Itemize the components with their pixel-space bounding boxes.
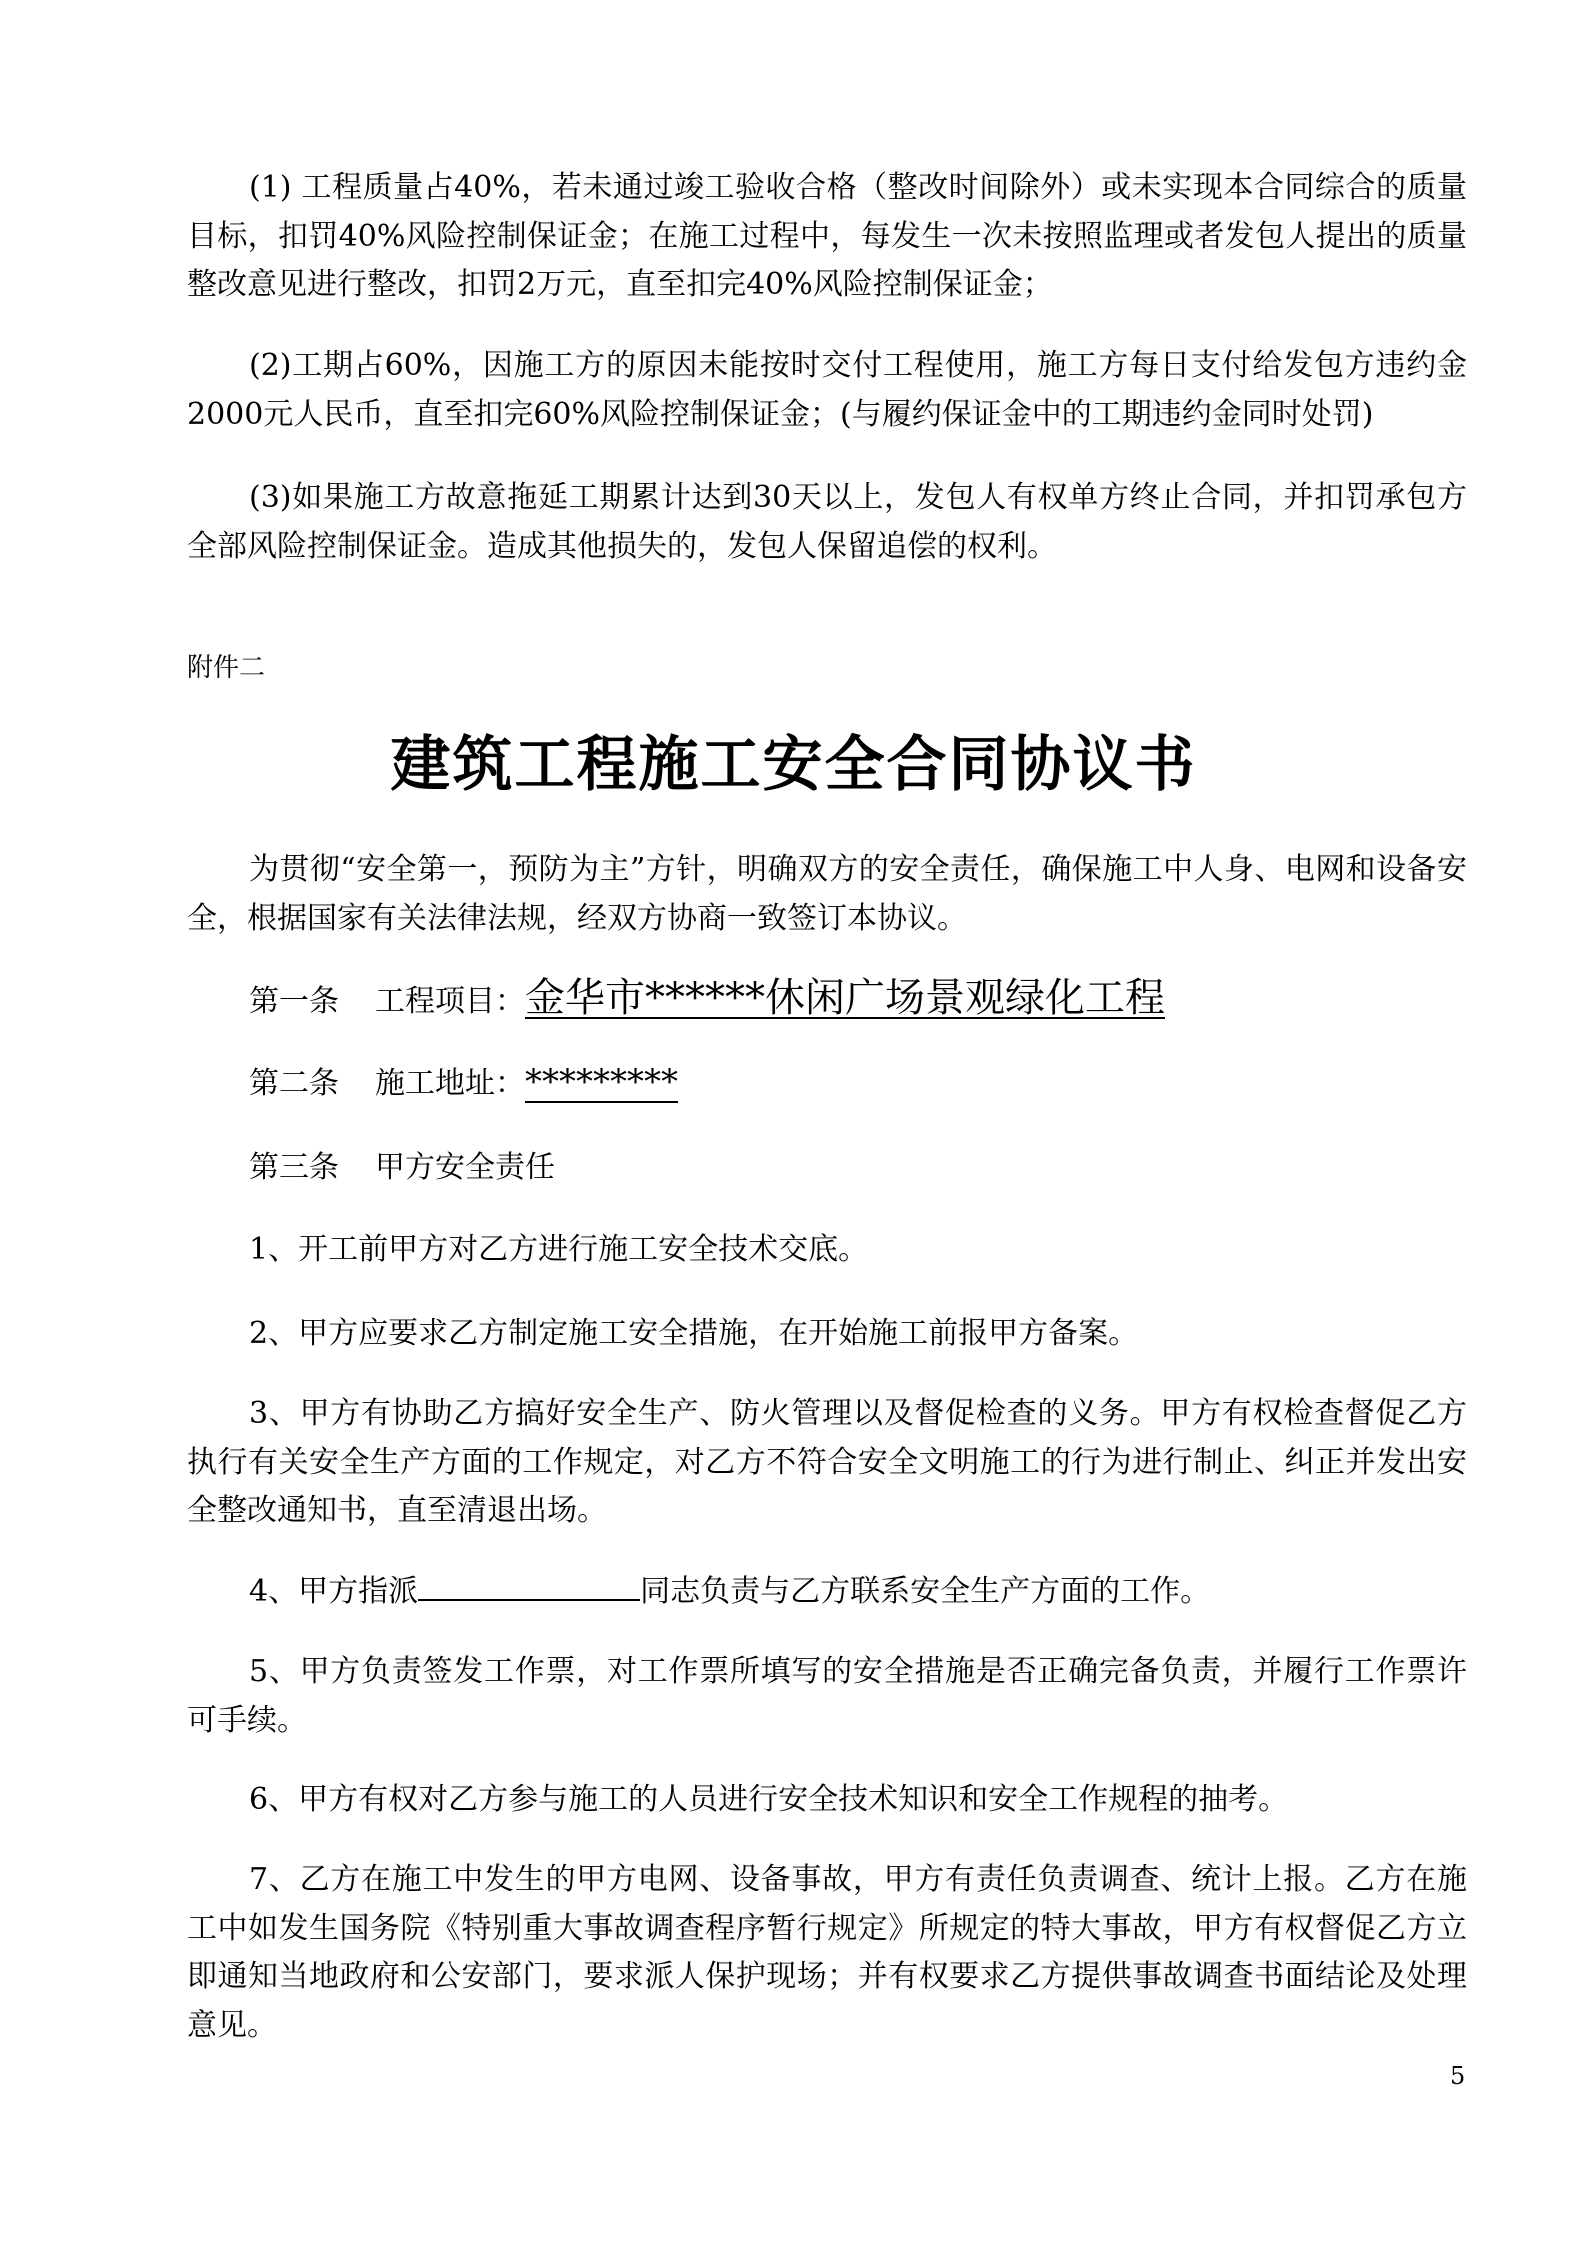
clause-6: 6、甲方有权对乙方参与施工的人员进行安全技术知识和安全工作规程的抽考。: [249, 1782, 1289, 1817]
article-1-label: 第一条: [249, 984, 339, 1019]
article-3-label: 第三条: [249, 1150, 339, 1185]
assignee-blank: [418, 1569, 640, 1601]
page-number: 5: [1450, 2062, 1466, 2090]
clause-7: 7、乙方在施工中发生的甲方电网、设备事故，甲方有责任负责调查、统计上报。乙方在施工中如发生国务院《特别重大事故调查程序暂行规定》所规定的特大事故，甲方有权督促乙方立即通知当地政府和公安部门，要求派人保护现场；并有权要求乙方提供事故调查书面结论及处理意见。: [187, 1862, 1467, 2043]
address-value: *********: [525, 1062, 678, 1102]
clause-2: 2、甲方应要求乙方制定施工安全措施，在开始施工前报甲方备案。: [249, 1316, 1139, 1351]
penalty-item-delay: (3)如果施工方故意拖延工期累计达到30天以上，发包人有权单方终止合同，并扣罚承包方全部风险控制保证金。造成其他损失的，发包人保留追偿的权利。: [187, 480, 1467, 564]
clause-4: [187, 1568, 1467, 1617]
clause-3: 3、甲方有协助乙方搞好安全生产、防火管理以及督促检查的义务。甲方有权检查督促乙方执行有关安全生产方面的工作规定，对乙方不符合安全文明施工的行为进行制止、纠正并发出安全整改通知书，直至清退出场。: [187, 1396, 1467, 1528]
article-1-field: 工程项目：: [375, 984, 525, 1019]
article-2-field: 施工地址：: [375, 1066, 525, 1101]
document-title: 建筑工程施工安全合同协议书: [390, 730, 1197, 800]
clause-4-before: 4、甲方指派: [249, 1574, 419, 1609]
article-2-label: 第二条: [249, 1066, 339, 1101]
article-1-project: [249, 974, 1165, 1026]
penalty-item-schedule: (2)工期占60%，因施工方的原因未能按时交付工程使用，施工方每日支付给发包方违约金2000元人民币，直至扣完60%风险控制保证金；(与履约保证金中的工期违约金同时处罚): [187, 348, 1467, 432]
attachment-label: 附件二: [187, 653, 266, 683]
clause-1: 1、开工前甲方对乙方进行施工安全技术交底。: [249, 1232, 869, 1267]
penalty-item-quality: (1) 工程质量占40%，若未通过竣工验收合格（整改时间除外）或未实现本合同综合的质量目标，扣罚40%风险控制保证金；在施工过程中，每发生一次未按照监理或者发包人提出的质量整改意见进行整改，扣罚2万元，直至扣完40%风险控制保证金；: [187, 170, 1467, 302]
intro-paragraph: 为贯彻“安全第一，预防为主”方针，明确双方的安全责任，确保施工中人身、电网和设备安全，根据国家有关法律法规，经双方协商一致签订本协议。: [187, 852, 1467, 936]
article-3-heading: [249, 1144, 555, 1192]
clause-4-after: 同志负责与乙方联系安全生产方面的工作。: [640, 1574, 1211, 1609]
project-name-value: 金华市******休闲广场景观绿化工程: [525, 975, 1165, 1021]
article-2-address: [249, 1058, 678, 1108]
article-3-field: 甲方安全责任: [375, 1150, 555, 1185]
clause-5: 5、甲方负责签发工作票，对工作票所填写的安全措施是否正确完备负责，并履行工作票许可手续。: [187, 1654, 1467, 1738]
